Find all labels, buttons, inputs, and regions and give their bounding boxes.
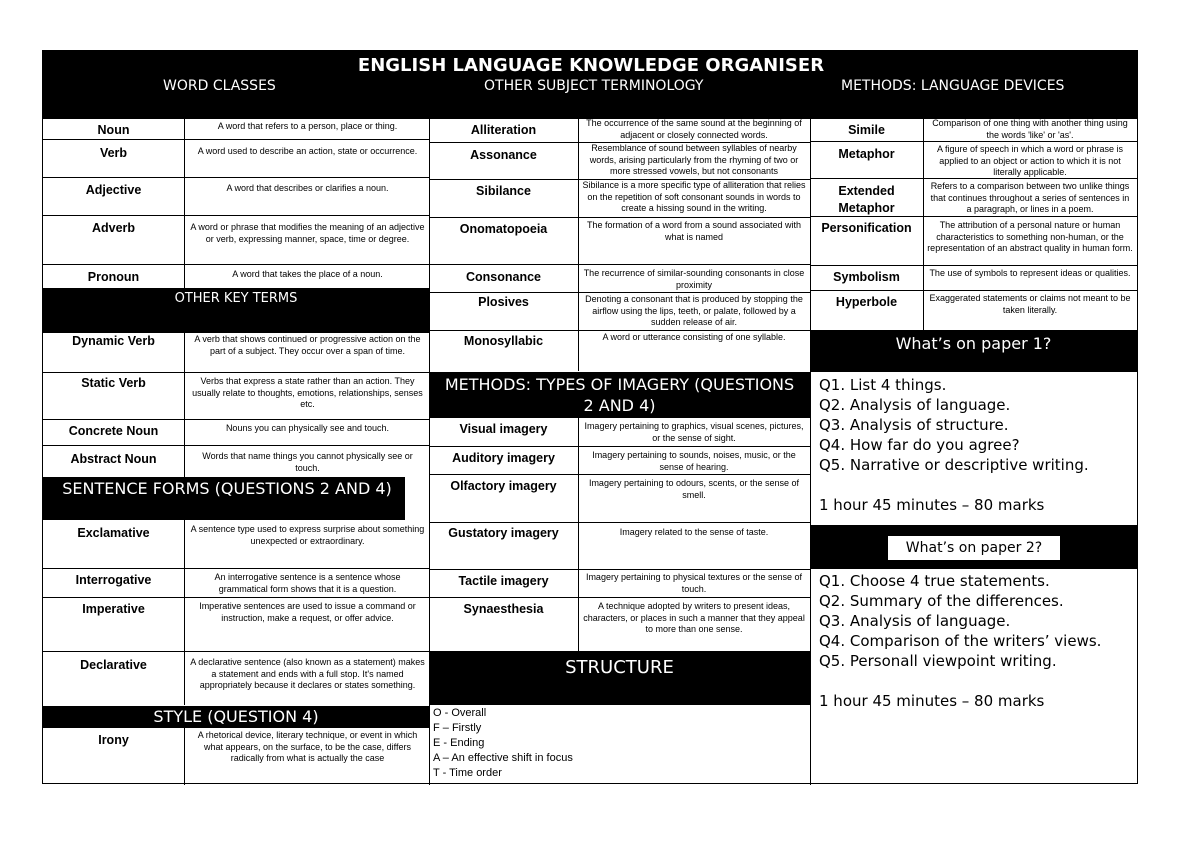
paper2-question: Q4. Comparison of the writers’ views.	[819, 632, 1102, 650]
term: Assonance	[470, 148, 537, 162]
definition: Imagery pertaining to odours, scents, or the sense of smell.	[588, 478, 800, 500]
imagery-heading: METHODS: TYPES OF IMAGERY (QUESTIONS 2 AND 4)	[444, 375, 795, 415]
col1-divider	[184, 118, 185, 705]
paper2-heading-bar	[810, 526, 1137, 569]
structure-line: E - Ending	[433, 737, 485, 749]
term: Adjective	[85, 183, 142, 197]
definition: A sentence type used to express surprise about something unexpected or extraordinary.	[190, 524, 425, 546]
term: Visual imagery	[459, 422, 548, 436]
paper1-heading-bar	[810, 330, 1137, 372]
other-key-terms-heading: OTHER KEY TERMS	[174, 291, 298, 306]
divider	[43, 177, 429, 178]
term: Olfactory imagery	[450, 479, 557, 493]
term: Sibilance	[476, 184, 531, 198]
term: Monosyllabic	[463, 334, 544, 348]
term: Simile	[848, 123, 885, 137]
paper1-question: Q3. Analysis of structure.	[819, 416, 1009, 434]
term: Plosives	[478, 295, 529, 309]
definition: A technique adopted by writers to present ideas, characters, or places in such a manner that they appeal to more than one sense.	[583, 601, 805, 634]
definition: Words that name things you cannot physically see or touch.	[202, 451, 413, 473]
col2-right-border	[810, 118, 811, 785]
term: Gustatory imagery	[448, 526, 559, 540]
divider	[429, 217, 810, 218]
structure-line: O - Overall	[433, 707, 487, 719]
col2-divider	[578, 118, 579, 371]
divider	[810, 216, 1137, 217]
style-heading-bar	[43, 706, 429, 728]
paper1-question: Q2. Analysis of language.	[819, 396, 1011, 414]
knowledge-organiser	[42, 50, 1138, 784]
divider	[43, 215, 429, 216]
term: Personification	[821, 221, 912, 235]
col3-divider	[923, 118, 924, 330]
term: Concrete Noun	[68, 424, 159, 438]
term: Symbolism	[833, 270, 900, 284]
divider	[43, 264, 429, 265]
definition: A word that takes the place of a noun.	[232, 269, 383, 279]
term: Exclamative	[77, 526, 150, 540]
term: Declarative	[80, 658, 147, 672]
term: Metaphor	[838, 147, 895, 161]
definition: Resemblance of sound between syllables of nearby words, arising particularly from the rhyming of two or more stressed vowels, but not consonants	[589, 143, 799, 176]
definition: Imperative sentences are used to issue a command or instruction, make a request, or offer advice.	[199, 601, 416, 623]
divider	[429, 292, 810, 293]
sentence-forms-heading: SENTENCE FORMS (QUESTIONS 2 AND 4)	[62, 479, 392, 498]
term: Extended Metaphor	[838, 184, 895, 215]
term: Pronoun	[87, 270, 140, 284]
divider	[429, 474, 810, 475]
word-classes-heading: WORD CLASSES	[163, 78, 276, 94]
paper1-question: Q4. How far do you agree?	[819, 436, 1020, 454]
other-key-terms-heading-bar	[43, 288, 429, 333]
divider	[429, 446, 810, 447]
divider	[429, 330, 810, 331]
definition: Sibilance is a more specific type of alliteration that relies on the repetition of soft consonant sounds in words to create a hissing sound in the writing.	[582, 180, 806, 213]
language-devices-heading: METHODS: LANGUAGE DEVICES	[841, 78, 1065, 94]
divider	[43, 651, 429, 652]
paper2-question: Q5. Personall viewpoint writing.	[819, 652, 1057, 670]
definition: A verb that shows continued or progressive action on the part of a subject. They occur over a span of time.	[194, 334, 421, 356]
definition: Imagery pertaining to physical textures or the sense of touch.	[585, 572, 803, 594]
definition: A word used to describe an action, state or occurrence.	[197, 146, 418, 156]
definition: The occurrence of the same sound at the beginning of adjacent or closely connected words.	[586, 118, 802, 140]
paper2-question: Q1. Choose 4 true statements.	[819, 572, 1050, 590]
divider	[429, 597, 810, 598]
divider	[43, 419, 429, 420]
divider	[810, 265, 1137, 266]
divider	[429, 264, 810, 265]
term: Tactile imagery	[458, 574, 549, 588]
structure-heading-bar	[429, 651, 810, 705]
paper2-question: Q2. Summary of the differences.	[819, 592, 1064, 610]
structure-line: A – An effective shift in focus	[433, 752, 573, 764]
structure-line: T - Time order	[433, 767, 502, 779]
divider	[810, 290, 1137, 291]
definition: A figure of speech in which a word or phrase is applied to an object or action to which it is not literally applicable.	[936, 144, 1124, 177]
term: Imperative	[82, 602, 145, 616]
col1-divider-style	[184, 728, 185, 785]
definition: A word or phrase that modifies the meaning of an adjective or verb, expressing manner, space, time or degree.	[190, 222, 425, 244]
page-title: ENGLISH LANGUAGE KNOWLEDGE ORGANISER	[357, 55, 825, 76]
definition: Nouns you can physically see and touch.	[225, 423, 390, 433]
structure-heading: STRUCTURE	[565, 657, 674, 678]
term: Alliteration	[470, 123, 537, 137]
structure-line: F – Firstly	[433, 722, 482, 734]
divider	[43, 139, 429, 140]
divider	[810, 178, 1137, 179]
paper2-question: Q3. Analysis of language.	[819, 612, 1011, 630]
paper1-time: 1 hour 45 minutes – 80 marks	[819, 496, 1045, 514]
term: Interrogative	[75, 573, 152, 587]
definition: Denoting a consonant that is produced by stopping the airflow using the lips, teeth, or palate, followed by a sudden release of air.	[585, 294, 803, 327]
term: Consonance	[465, 270, 541, 284]
structure-list	[433, 706, 803, 781]
subject-terminology-heading: OTHER SUBJECT TERMINOLOGY	[484, 78, 704, 94]
imagery-heading-bar	[429, 372, 810, 418]
definition: A word that refers to a person, place or thing.	[217, 121, 398, 131]
sentence-forms-heading-bar	[43, 477, 405, 520]
definition: Refers to a comparison between two unlike things that continues throughout a series of sentences in a paragraph, or lines in a poem.	[930, 181, 1130, 214]
definition: A word that describes or clarifies a noun.	[226, 183, 389, 193]
paper1-question: Q1. List 4 things.	[819, 376, 947, 394]
term: Static Verb	[81, 376, 146, 390]
definition: The attribution of a personal nature or human characteristics to something non-human, or the representation of an abstract quality in human form.	[927, 220, 1133, 253]
definition: Imagery related to the sense of taste.	[619, 527, 769, 537]
term: Irony	[98, 733, 129, 747]
divider	[43, 445, 429, 446]
term: Adverb	[91, 221, 136, 235]
definition: Imagery pertaining to sounds, noises, music, or the sense of hearing.	[592, 450, 796, 472]
paper1-questions	[819, 375, 1135, 515]
term: Hyperbole	[835, 295, 898, 309]
definition: Comparison of one thing with another thing using the words 'like' or 'as'.	[932, 118, 1128, 140]
term: Abstract Noun	[70, 452, 157, 466]
definition: The recurrence of similar-sounding consonants in close proximity	[583, 268, 805, 290]
definition: A declarative sentence (also known as a statement) makes a statement and ends with a full stop. It's named appropriately because it declares or states something.	[190, 657, 425, 690]
paper2-time: 1 hour 45 minutes – 80 marks	[819, 692, 1045, 710]
term: Auditory imagery	[452, 451, 555, 465]
term: Dynamic Verb	[72, 334, 155, 348]
divider	[43, 118, 429, 119]
definition: A rhetorical device, literary technique, or event in which what appears, on the surface, to be the case, differs radically from what is actually the case	[197, 730, 418, 763]
term: Synaesthesia	[463, 602, 544, 616]
style-heading: STYLE (QUESTION 4)	[153, 707, 319, 726]
paper2-questions	[819, 571, 1135, 711]
term: Onomatopoeia	[459, 222, 548, 236]
divider	[429, 522, 810, 523]
paper1-question: Q5. Narrative or descriptive writing.	[819, 456, 1089, 474]
divider	[429, 569, 810, 570]
divider	[43, 372, 429, 373]
definition: A word or utterance consisting of one syllable.	[602, 332, 786, 342]
paper2-heading: What’s on paper 2?	[888, 536, 1060, 560]
definition: Imagery pertaining to graphics, visual scenes, pictures, or the sense of sight.	[584, 421, 804, 443]
paper1-heading: What’s on paper 1?	[895, 334, 1052, 353]
divider	[43, 597, 429, 598]
definition: The formation of a word from a sound associated with what is named	[586, 220, 802, 242]
term: Verb	[99, 146, 128, 160]
divider	[810, 141, 1137, 142]
definition: An interrogative sentence is a sentence whose grammatical form shows that it is a question.	[214, 572, 401, 594]
definition: Exaggerated statements or claims not meant to be taken literally.	[929, 293, 1131, 315]
definition: The use of symbols to represent ideas or qualities.	[929, 268, 1131, 278]
definition: Verbs that express a state rather than an action. They usually relate to thoughts, emotions, relationships, senses etc.	[192, 376, 423, 409]
term: Noun	[97, 123, 130, 137]
divider	[43, 568, 429, 569]
